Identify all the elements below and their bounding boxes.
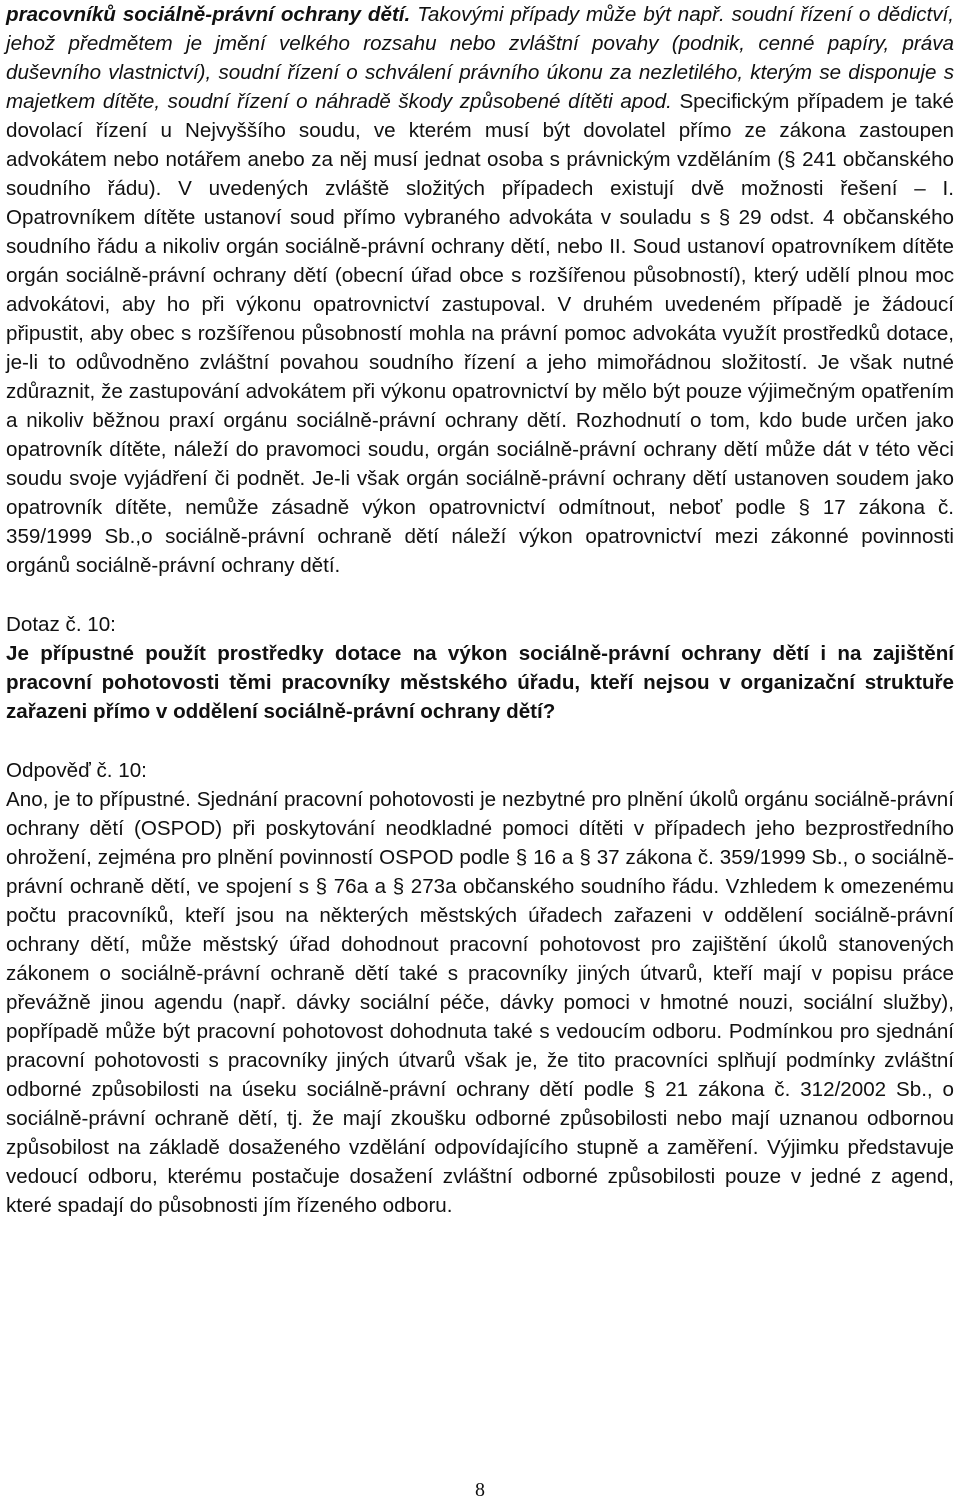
answer-block [6,756,954,1220]
answer-label: Odpověď č. 10: [6,759,147,782]
continuation-paragraph [6,0,954,580]
continuation-body-text: Specifickým případem je také dovolací řízení u Nejvyššího soudu, ve kterém musí být dovolatel přímo ze zákona zastoupen advokátem nebo notářem anebo za něj musí jednat osoba s právnickým vzděláním (§ 241 občanského soudního řádu). V uvedených zvláště složitých případech existují dvě možnosti řešení – I. Opatrovníkem dítěte ustanoví soud přímo vybraného advokáta v souladu s § 29 odst. 4 občanského soudního řádu a nikoliv orgán sociálně-právní ochrany dětí, nebo II. Soud ustanoví opatrovníkem dítěte orgán sociálně-právní ochrany dětí (obecní úřad obce s rozšířenou působností), který udělí plnou moc advokátovi, aby ho při výkonu opatrovnictví zastupoval. V druhém uvedeném případě je žádoucí připustit, aby obec s rozšířenou působností mohla na právní pomoc advokáta využít prostředků dotace, je-li to odůvodněno zvláštní povahou soudního řízení a jeho mimořádnou složitostí. Je však nutné zdůraznit, že zastupování advokátem při výkonu opatrovnictví by mělo být pouze výjimečným opatřením a nikoliv běžnou praxí orgánu sociálně-právní ochrany dětí. Rozhodnutí o tom, kdo bude určen jako opatrovník dítěte, náleží do pravomoci soudu, orgán sociálně-právní ochrany dětí může dát v této věci soudu svoje vyjádření či podnět. Je-li však orgán sociálně-právní ochrany dětí ustanoven soudem jako opatrovník dítěte, nemůže zásadně výkon opatrovnictví odmítnout, neboť podle § 17 zákona č. 359/1999 Sb.,o sociálně-právní ochraně dětí náleží výkon opatrovnictví mezi zákonné povinnosti orgánů sociálně-právní ochrany dětí. [6,90,954,577]
question-label: Dotaz č. 10: [6,613,116,636]
continuation-bold-lead: pracovníků sociálně-právní ochrany dětí. [6,3,411,26]
continuation-italic-text: Takovými případy může být např. soudní řízení o dědictví, jehož předmětem je jmění velkého rozsahu nebo zvláštní povahy (podnik, cenné papíry, práva duševního vlastnictví), soudní řízení o schválení právního úkonu za nezletilého, kterým se disponuje s majetkem dítěte, soudní řízení o náhradě škody způsobené dítěti apod. [6,3,954,113]
document-page [6,0,954,1220]
question-block [6,610,954,726]
answer-text: Ano, je to přípustné. Sjednání pracovní pohotovosti je nezbytné pro plnění úkolů orgánu sociálně-právní ochrany dětí (OSPOD) při poskytování neodkladné pomoci dítěti v případech jeho bezprostředního ohrožení, zejména pro plnění povinností OSPOD podle § 16 a § 37 zákona č. 359/1999 Sb., o sociálně-právní ochraně dětí, ve spojení s § 76a a § 273a občanského soudního řádu. Vzhledem k omezenému počtu pracovníků, kteří jsou na některých městských úřadech zařazeni v oddělení sociálně-právní ochrany dětí, může městský úřad dohodnout pracovní pohotovost pro zajištění úkolů stanovených zákonem o sociálně-právní ochraně dětí také s pracovníky jiných útvarů, kteří mají v popisu práce převážně jinou agendu (např. dávky sociální péče, dávky pomoci v hmotné nouzi, sociální služby), popřípadě může být pracovní pohotovost dohodnuta také s vedoucím odboru. Podmínkou pro sjednání pracovní pohotovosti s pracovníky jiných útvarů však je, že tito pracovníci splňují podmínky zvláštní odborné způsobilosti na úseku sociálně-právní ochrany dětí podle § 21 zákona č. 312/2002 Sb., o sociálně-právní ochraně dětí, tj. že mají zkoušku odborné způsobilosti nebo mají uznanou odbornou způsobilost na základě dosaženého vzdělání odpovídajícího stupně a zaměření. Výjimku představuje vedoucí odboru, kterému postačuje dosažení zvláštní odborné způsobilosti pouze v jedné z agend, které spadají do působnosti jím řízeného odboru. [6,788,954,1217]
question-text: Je přípustné použít prostředky dotace na výkon sociálně-právní ochrany dětí i na zajištění pracovní pohotovosti těmi pracovníky městského úřadu, kteří nejsou v organizační struktuře zařazeni přímo v oddělení sociálně-právní ochrany dětí? [6,642,954,723]
page-number: 8 [475,1479,485,1501]
